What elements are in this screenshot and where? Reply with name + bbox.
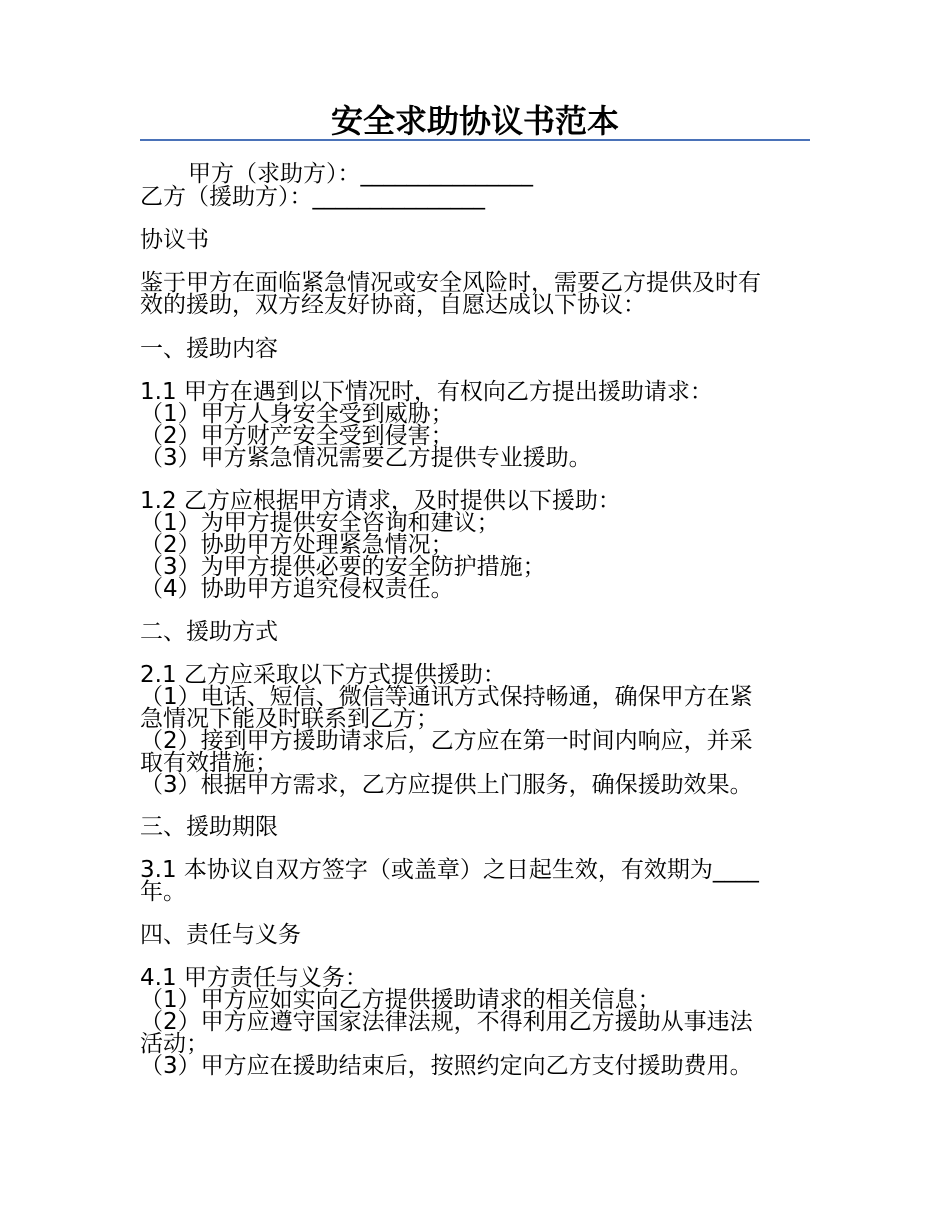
- preamble-line-1: 鉴于甲方在面临紧急情况或安全风险时，需要乙方提供及时有: [140, 270, 761, 296]
- clause-2-1: 2.1 乙方应采取以下方式提供援助：: [140, 662, 506, 688]
- clause-1-2-item-4: （4）协助甲方追究侵权责任。: [140, 576, 454, 602]
- clause-1-2: 1.2 乙方应根据甲方请求，及时提供以下援助：: [140, 488, 621, 514]
- document-title: 安全求助协议书范本: [330, 102, 619, 140]
- clause-2-1-item-1a: （1）电话、短信、微信等通讯方式保持畅通，确保甲方在紧: [140, 684, 753, 710]
- preamble-line-2: 效的援助，双方经友好协商，自愿达成以下协议：: [140, 292, 646, 318]
- clause-4-1-item-2a: （2）甲方应遵守国家法律法规，不得利用乙方援助从事违法: [140, 1009, 753, 1035]
- party-a-line: [188, 162, 868, 186]
- party-a-label: 甲方（求助方）：: [188, 161, 361, 187]
- clause-3-1-line-2: 年。: [140, 879, 186, 905]
- title-underline: [140, 139, 810, 141]
- section-3-title: 三、援助期限: [140, 814, 278, 840]
- clause-2-1-item-3: （3）根据甲方需求，乙方应提供上门服务，确保援助效果。: [140, 772, 753, 798]
- clause-1-2-item-1: （1）为甲方提供安全咨询和建议；: [140, 510, 500, 536]
- clause-4-1: 4.1 甲方责任与义务：: [140, 965, 368, 991]
- section-1-title: 一、援助内容: [140, 336, 278, 362]
- section-2-title: 二、援助方式: [140, 619, 278, 645]
- clause-2-1-item-2b: 取有效措施；: [140, 750, 278, 776]
- party-b-line: [140, 185, 820, 209]
- section-4-title: 四、责任与义务: [140, 922, 301, 948]
- clause-1-1: 1.1 甲方在遇到以下情况时，有权向乙方提出援助请求：: [140, 379, 713, 405]
- party-b-label: 乙方（援助方）：: [140, 184, 313, 210]
- party-b-blank: _______________: [312, 184, 485, 210]
- clause-1-2-item-3: （3）为甲方提供必要的安全防护措施；: [140, 554, 546, 580]
- agreement-label: 协议书: [140, 227, 209, 253]
- clause-1-2-item-2: （2）协助甲方处理紧急情况；: [140, 532, 454, 558]
- clause-2-1-item-2a: （2）接到甲方援助请求后，乙方应在第一时间内响应，并采: [140, 728, 753, 754]
- clause-2-1-item-1b: 急情况下能及时联系到乙方；: [140, 706, 439, 732]
- clause-4-1-item-3: （3）甲方应在援助结束后，按照约定向乙方支付援助费用。: [140, 1053, 753, 1079]
- clause-4-1-item-2b: 活动；: [140, 1031, 209, 1057]
- clause-1-1-item-2: （2）甲方财产安全受到侵害；: [140, 423, 454, 449]
- clause-3-1-line-1: 3.1 本协议自双方签字（或盖章）之日起生效，有效期为____: [140, 857, 759, 883]
- clause-4-1-item-1: （1）甲方应如实向乙方提供援助请求的相关信息；: [140, 987, 661, 1013]
- party-a-blank: _______________: [360, 161, 533, 187]
- clause-1-1-item-3: （3）甲方紧急情况需要乙方提供专业援助。: [140, 445, 592, 471]
- clause-1-1-item-1: （1）甲方人身安全受到威胁；: [140, 401, 454, 427]
